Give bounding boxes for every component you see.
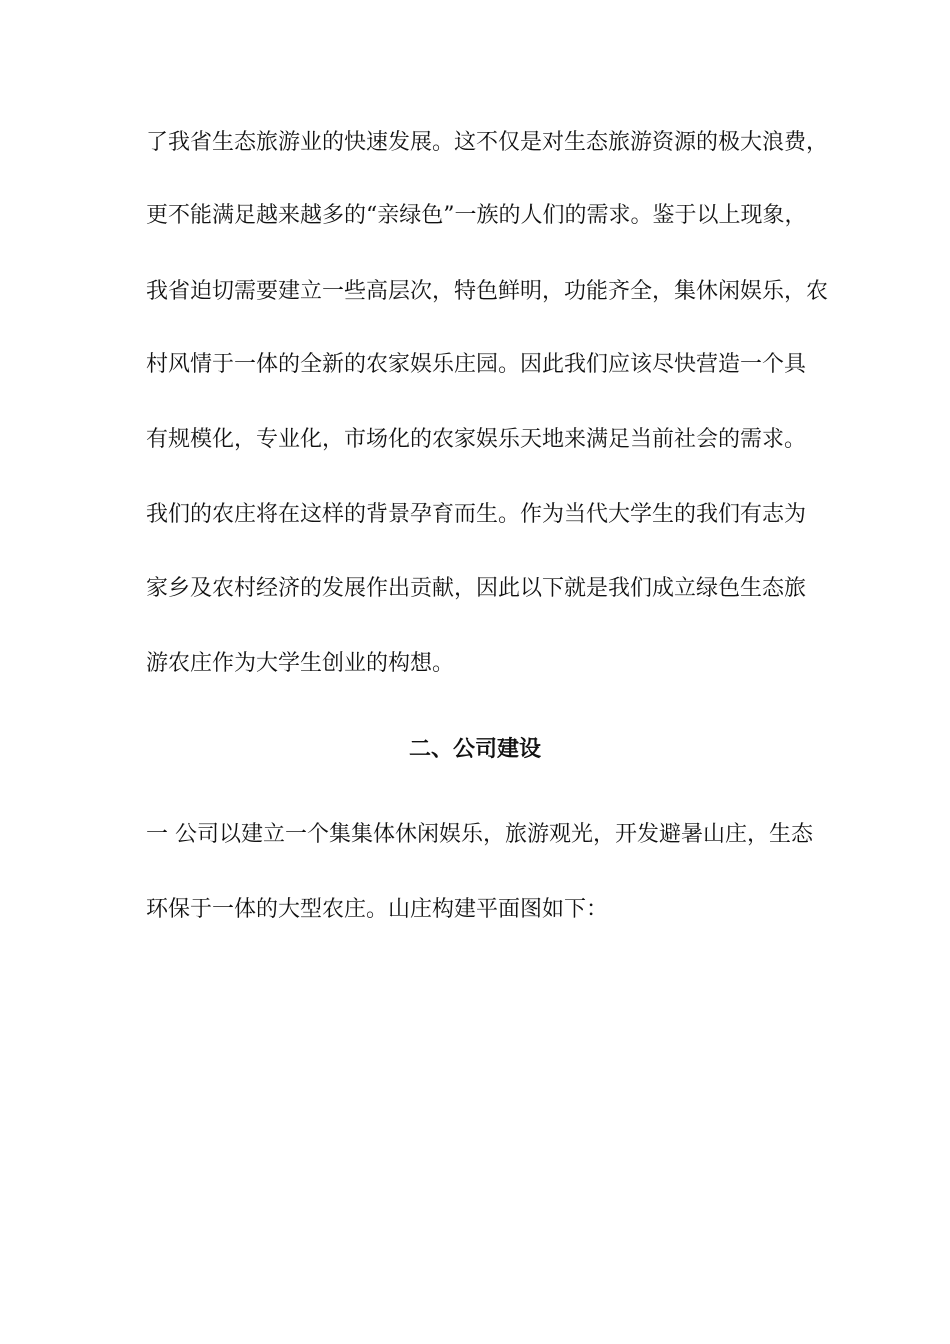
body-text-line: 更不能满足越来越多的“亲绿色”一族的人们的需求。鉴于以上现象，: [146, 203, 807, 228]
body-text-line: 我省迫切需要建立一些高层次，特色鲜明，功能齐全，集休闲娱乐，农: [146, 279, 829, 304]
section-heading: 二、公司建设: [408, 737, 541, 762]
body-text-line: 一 公司以建立一个集集体休闲娱乐，旅游观光，开发避暑山庄，生态: [146, 822, 813, 847]
body-text-line: 村风情于一体的全新的农家娱乐庄园。因此我们应该尽快营造一个具: [146, 352, 807, 377]
body-text-line: 环保于一体的大型农庄。山庄构建平面图如下：: [146, 897, 609, 922]
body-text-line: 有规模化，专业化，市场化的农家娱乐天地来满足当前社会的需求。: [146, 427, 807, 452]
body-text-line: 了我省生态旅游业的快速发展。这不仅是对生态旅游资源的极大浪费，: [146, 130, 829, 155]
body-text-line: 游农庄作为大学生创业的构想。: [146, 651, 455, 676]
body-text-line: 家乡及农村经济的发展作出贡献，因此以下就是我们成立绿色生态旅: [146, 576, 807, 601]
body-text-line: 我们的农庄将在这样的背景孕育而生。作为当代大学生的我们有志为: [146, 502, 807, 527]
